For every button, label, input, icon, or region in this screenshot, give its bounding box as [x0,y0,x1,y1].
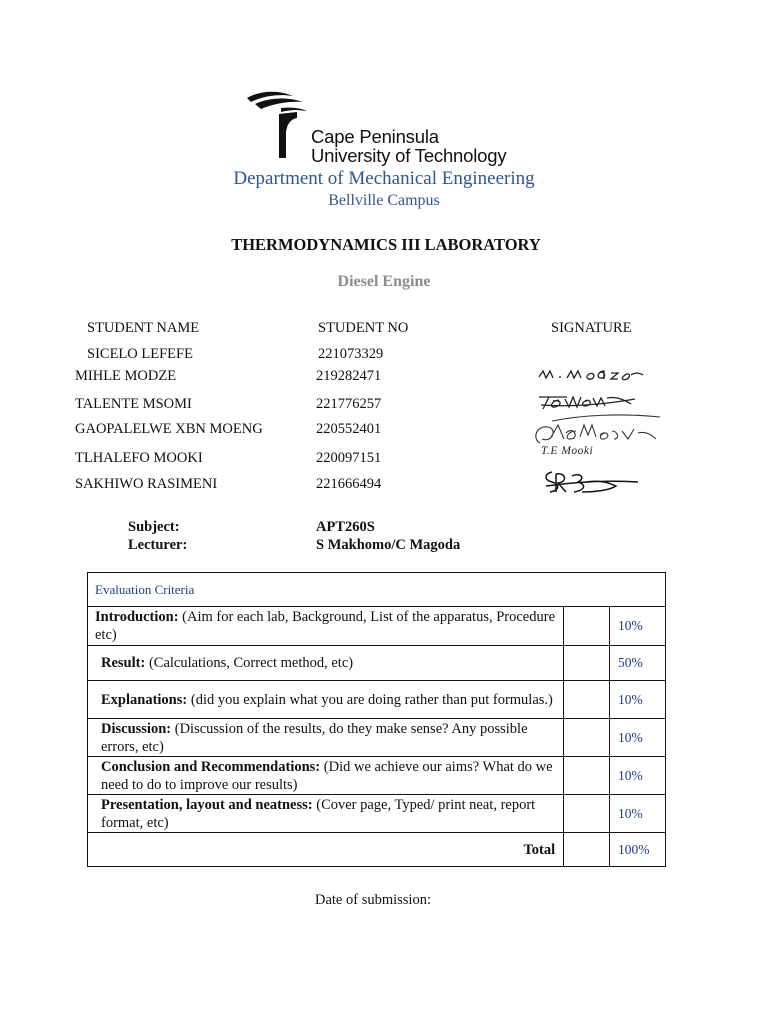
total-label-cell [88,833,564,867]
score-cell [564,719,610,757]
criterion-cell [88,757,564,795]
student-number: 221073329 [318,346,384,362]
student-number: 219282471 [316,368,382,384]
lecturer-label: Lecturer: [128,537,188,553]
evaluation-row [88,607,666,646]
criterion-description: (Cover page, Typed/ print neat, report format, etc) [101,796,536,831]
date-of-submission-label: Date of submission: [315,892,431,908]
header-student-name: STUDENT NAME [87,320,200,336]
evaluation-row [88,795,666,833]
criterion-description: (Calculations, Correct method, etc) [145,655,354,671]
total-weight-cell: 100% [610,833,666,867]
signature-gaopalelwe [530,413,665,449]
student-name: MIHLE MODZE [75,368,177,384]
header-signature: SIGNATURE [551,320,632,336]
weight-cell: 10% [610,719,666,757]
evaluation-header-row [88,573,666,607]
criterion-cell [88,646,564,681]
criterion-title: Discussion: [101,720,172,737]
student-number: 221776257 [316,396,382,412]
score-cell [564,681,610,719]
criterion-description: (did you explain what you are doing rather than put formulas.) [187,691,553,708]
student-name: TLHALEFO MOOKI [75,450,203,466]
course-title: THERMODYNAMICS III LABORATORY [231,235,541,254]
signature-talente [535,389,641,413]
student-name: SAKHIWO RASIMENI [75,476,218,492]
evaluation-total-row [88,833,666,867]
student-number: 220097151 [316,450,382,466]
criterion-title: Presentation, layout and neatness: [101,796,313,813]
criterion-description: (Discussion of the results, do they make sense? Any possible errors, etc) [101,720,528,755]
lecturer-value: S Makhomo/C Magoda [316,537,461,553]
criterion-title: Introduction: [95,609,179,625]
header-student-no: STUDENT NO [318,320,409,336]
student-number: 221666494 [316,476,382,492]
student-name: SICELO LEFEFE [87,346,193,362]
criterion-description: (Aim for each lab, Background, List of the apparatus, Procedure etc) [95,609,556,643]
score-cell [564,757,610,795]
weight-cell: 10% [610,757,666,795]
evaluation-row [88,681,666,719]
score-cell [564,646,610,681]
total-label: Total [523,841,556,858]
criterion-cell [88,681,564,719]
weight-cell: 10% [610,681,666,719]
logo-line-1: Cape Peninsula [311,126,439,147]
weight-cell: 10% [610,795,666,833]
department-name: Department of Mechanical Engineering [233,168,535,189]
cput-emblem-icon [245,88,311,166]
subject-label: Subject: [128,519,180,535]
criterion-title: Explanations: [101,691,188,708]
university-logo [245,88,515,166]
evaluation-table [87,572,666,867]
criterion-description: (Did we achieve our aims? What do we need to do to improve our results) [101,758,553,793]
evaluation-row [88,646,666,681]
weight-cell: 10% [610,607,666,646]
signature-tlhalefo: T.E Mooki [541,445,594,457]
score-cell [564,795,610,833]
criterion-title: Conclusion and Recommendations: [101,758,321,775]
criterion-title: Result: [101,655,146,671]
signature-mihle [535,364,647,384]
criterion-cell [88,607,564,646]
subject-value: APT260S [316,519,375,535]
evaluation-row [88,719,666,757]
student-name: GAOPALELWE XBN MOENG [75,421,263,437]
total-score-cell [564,833,610,867]
signature-sakhiwo [542,468,642,494]
criterion-cell [88,795,564,833]
logo-line-2: University of Technology [311,145,507,166]
student-number: 220552401 [316,421,382,437]
student-name: TALENTE MSOMI [75,396,192,412]
evaluation-header: Evaluation Criteria [88,573,666,607]
experiment-title: Diesel Engine [337,273,431,290]
weight-cell: 50% [610,646,666,681]
score-cell [564,607,610,646]
criterion-cell [88,719,564,757]
evaluation-row [88,757,666,795]
campus-name: Bellville Campus [328,192,440,209]
